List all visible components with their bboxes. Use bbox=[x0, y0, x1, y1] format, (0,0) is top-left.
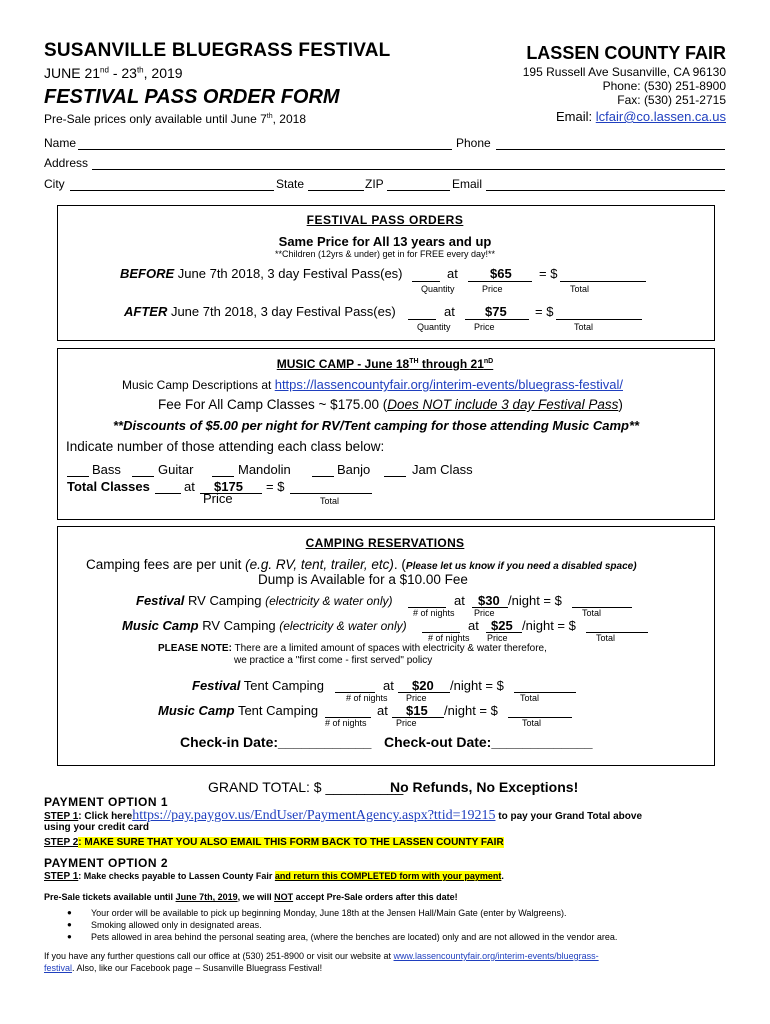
presale-note: Pre-Sale prices only available until June 7th, 2018 bbox=[44, 112, 307, 126]
footer-line-2: festival. Also, like our Facebook page – Susanville Bluegrass Festival! bbox=[44, 963, 323, 973]
camp-price-label: Price bbox=[203, 491, 233, 506]
total-classes-field[interactable] bbox=[155, 493, 181, 494]
banjo-count-field[interactable] bbox=[312, 476, 334, 477]
check-in-date[interactable]: Check-in Date:____________ bbox=[180, 734, 372, 750]
festival-tent-at: at bbox=[383, 678, 394, 693]
grand-total: GRAND TOTAL: $ __________ bbox=[208, 779, 404, 795]
after-quantity-label: Quantity bbox=[417, 322, 451, 332]
phone-label: Phone bbox=[456, 136, 491, 150]
please-note-1: PLEASE NOTE: There are a limited amount of spaces with electricity & water therefore, bbox=[158, 643, 547, 654]
camp-indicate: Indicate number of those attending each class below: bbox=[66, 439, 385, 454]
festival-tent-nights-label: # of nights bbox=[346, 693, 388, 703]
camp-total-field[interactable] bbox=[290, 493, 372, 494]
fair-phone: Phone: (530) 251-8900 bbox=[602, 79, 726, 93]
festival-rv-total-label: Total bbox=[582, 608, 602, 618]
camp-equals: = $ bbox=[266, 479, 285, 494]
class-jam: Jam Class bbox=[412, 462, 473, 477]
before-price-line bbox=[468, 281, 532, 282]
after-total-field[interactable] bbox=[556, 319, 642, 320]
camp-tent-price: $15 bbox=[406, 703, 428, 718]
class-banjo: Banjo bbox=[337, 462, 371, 477]
festival-tent-per-night: /night = $ bbox=[450, 678, 504, 693]
form-title: FESTIVAL PASS ORDER FORM bbox=[44, 86, 340, 108]
camp-tent-per-night: /night = $ bbox=[444, 703, 498, 718]
camp-rv-price: $25 bbox=[491, 618, 513, 633]
zip-label: ZIP bbox=[365, 177, 384, 191]
guitar-count-field[interactable] bbox=[132, 476, 154, 477]
after-price-line bbox=[465, 319, 529, 320]
before-total-label: Total bbox=[570, 284, 590, 294]
footer-line-1: If you have any further questions call our office at (530) 251-8900 or visit our website at www.lassencountyfair.org/interim-events/bluegrass- bbox=[44, 951, 599, 961]
before-quantity-label: Quantity bbox=[421, 284, 455, 294]
bullet-smoking: Smoking allowed only in designated areas. bbox=[91, 920, 262, 930]
camp-price: $175 bbox=[214, 479, 243, 494]
festival-tent-row: Festival Tent Camping bbox=[192, 678, 325, 693]
bullet-pets: Pets allowed in area behind the personal seating area, (where the benches are located) only and are not allowed in the vendor area. bbox=[91, 932, 618, 942]
class-guitar: Guitar bbox=[158, 462, 194, 477]
fair-address: 195 Russell Ave Susanville, CA 96130 bbox=[522, 65, 726, 79]
festival-rv-per-night: /night = $ bbox=[508, 593, 562, 608]
camp-tent-row: Music Camp Tent Camping bbox=[158, 703, 319, 718]
payment-step-1: STEP 1: Click herehttps://pay.paygov.us/EndUser/PaymentAgency.aspx?ttid=19215 to pay your Grand Total above bbox=[44, 808, 643, 823]
camp-rv-at: at bbox=[468, 618, 479, 633]
please-note-2: we practice a "first come - first served" policy bbox=[234, 655, 433, 666]
children-free-text: **Children (12yrs & under) get in for FREE every day!** bbox=[274, 249, 496, 259]
bullet-pickup: Your order will be available to pick up beginning Monday, June 18th at the Jensen Hall/Main Gate (enter by Walgreens). bbox=[91, 908, 567, 918]
camping-fees: Camping fees are per unit (e.g. RV, tent, trailer, etc). (Please let us know if you need a disabled space) bbox=[86, 557, 637, 572]
name-label: Name bbox=[44, 136, 77, 150]
bullet-icon: ● bbox=[67, 908, 72, 917]
payment-step-2: STEP 2: MAKE SURE THAT YOU ALSO EMAIL THIS FORM BACK TO THE LASSEN COUNTY FAIR bbox=[44, 837, 504, 848]
before-row: BEFORE June 7th 2018, 3 day Festival Pass(es) bbox=[120, 266, 403, 281]
before-at: at bbox=[447, 266, 458, 281]
website-link[interactable]: www.lassencountyfair.org/interim-events/bluegrass- bbox=[393, 951, 599, 961]
payment-option-2-step: STEP 1: Make checks payable to Lassen County Fair and return this COMPLETED form with your payment. bbox=[44, 871, 504, 882]
address-field[interactable] bbox=[92, 169, 725, 170]
phone-field[interactable] bbox=[496, 149, 725, 150]
camp-tent-price-label: Price bbox=[396, 718, 417, 728]
same-price-text: Same Price for All 13 years and up bbox=[278, 234, 492, 249]
camp-tent-nights-label: # of nights bbox=[325, 718, 367, 728]
total-classes-label: Total Classes bbox=[67, 479, 150, 494]
state-label: State bbox=[276, 177, 305, 191]
class-bass: Bass bbox=[92, 462, 121, 477]
camping-title: CAMPING RESERVATIONS bbox=[305, 536, 465, 550]
camp-at: at bbox=[184, 479, 195, 494]
festival-rv-nights-label: # of nights bbox=[413, 608, 455, 618]
mandolin-count-field[interactable] bbox=[212, 476, 234, 477]
after-quantity-field[interactable] bbox=[408, 319, 436, 320]
festival-rv-total-field[interactable] bbox=[572, 607, 632, 608]
camp-rv-total-label: Total bbox=[596, 633, 616, 643]
before-equals: = $ bbox=[539, 266, 558, 281]
address-label: Address bbox=[44, 156, 89, 170]
festival-rv-price-label: Price bbox=[474, 608, 495, 618]
dump-text: Dump is Available for a $10.00 Fee bbox=[258, 572, 468, 587]
city-label: City bbox=[44, 177, 65, 191]
bass-count-field[interactable] bbox=[67, 476, 89, 477]
camp-discount: **Discounts of $5.00 per night for RV/Tent camping for those attending Music Camp** bbox=[113, 418, 640, 433]
fair-email: Email: lcfair@co.lassen.ca.us bbox=[556, 109, 726, 124]
zip-field[interactable] bbox=[387, 190, 450, 191]
camp-total-label: Total bbox=[320, 496, 340, 506]
after-total-label: Total bbox=[574, 322, 594, 332]
camp-description-link[interactable]: https://lassencountyfair.org/interim-events/bluegrass-festival/ bbox=[274, 377, 623, 392]
jam-class-count-field[interactable] bbox=[384, 476, 406, 477]
camp-description: Music Camp Descriptions at https://lassencountyfair.org/interim-events/bluegrass-festival/ bbox=[122, 377, 623, 392]
name-field[interactable] bbox=[78, 149, 452, 150]
payment-step-1-line2: using your credit card bbox=[44, 822, 150, 833]
before-quantity-field[interactable] bbox=[412, 281, 440, 282]
festival-tent-price-label: Price bbox=[406, 693, 427, 703]
festival-rv-row: Festival RV Camping (electricity & water only) bbox=[136, 593, 393, 608]
after-price-label: Price bbox=[474, 322, 495, 332]
after-price: $75 bbox=[485, 304, 507, 319]
camp-tent-at: at bbox=[377, 703, 388, 718]
after-equals: = $ bbox=[535, 304, 554, 319]
fair-name: LASSEN COUNTY FAIR bbox=[526, 43, 726, 63]
music-camp-box bbox=[57, 348, 715, 520]
after-row: AFTER June 7th 2018, 3 day Festival Pass(es) bbox=[124, 304, 396, 319]
payment-link[interactable]: https://pay.paygov.us/EndUser/PaymentAgency.aspx?ttid=19215 bbox=[132, 808, 496, 823]
website-link-cont[interactable]: festival bbox=[44, 963, 73, 973]
bullet-icon: ● bbox=[67, 932, 72, 941]
pass-section-title: FESTIVAL PASS ORDERS bbox=[306, 213, 464, 227]
camp-rv-nights-label: # of nights bbox=[428, 633, 470, 643]
before-total-field[interactable] bbox=[560, 281, 646, 282]
festival-tent-total-label: Total bbox=[520, 693, 540, 703]
camp-rv-price-label: Price bbox=[487, 633, 508, 643]
camp-rv-per-night: /night = $ bbox=[522, 618, 576, 633]
festival-rv-price: $30 bbox=[478, 593, 500, 608]
no-refunds: No Refunds, No Exceptions! bbox=[390, 779, 579, 795]
check-out-date[interactable]: Check-out Date:_____________ bbox=[384, 734, 593, 750]
presale-deadline: Pre-Sale tickets available until June 7th, 2019, we will NOT accept Pre-Sale orders after this date! bbox=[44, 892, 458, 902]
state-field[interactable] bbox=[308, 190, 364, 191]
payment-option-2-title: PAYMENT OPTION 2 bbox=[44, 856, 169, 870]
city-field[interactable] bbox=[70, 190, 274, 191]
festival-dates: JUNE 21nd - 23th, 2019 bbox=[44, 65, 183, 81]
festival-rv-at: at bbox=[454, 593, 465, 608]
class-mandolin: Mandolin bbox=[238, 462, 291, 477]
after-at: at bbox=[444, 304, 455, 319]
before-price: $65 bbox=[490, 266, 512, 281]
camp-tent-total-label: Total bbox=[522, 718, 542, 728]
before-price-label: Price bbox=[482, 284, 503, 294]
email-label: Email bbox=[452, 177, 483, 191]
festival-tent-price: $20 bbox=[412, 678, 434, 693]
email-field[interactable] bbox=[486, 190, 725, 191]
bullet-icon: ● bbox=[67, 920, 72, 929]
email-link[interactable]: lcfair@co.lassen.ca.us bbox=[595, 109, 726, 124]
payment-option-1-title: PAYMENT OPTION 1 bbox=[44, 795, 169, 809]
camp-rv-row: Music Camp RV Camping (electricity & water only) bbox=[122, 618, 407, 633]
fair-fax: Fax: (530) 251-2715 bbox=[617, 93, 726, 107]
music-camp-title: MUSIC CAMP - June 18TH through 21nD bbox=[276, 357, 494, 371]
camp-fee: Fee For All Camp Classes ~ $175.00 (Does NOT include 3 day Festival Pass) bbox=[158, 397, 623, 412]
festival-title: SUSANVILLE BLUEGRASS FESTIVAL bbox=[44, 40, 391, 61]
